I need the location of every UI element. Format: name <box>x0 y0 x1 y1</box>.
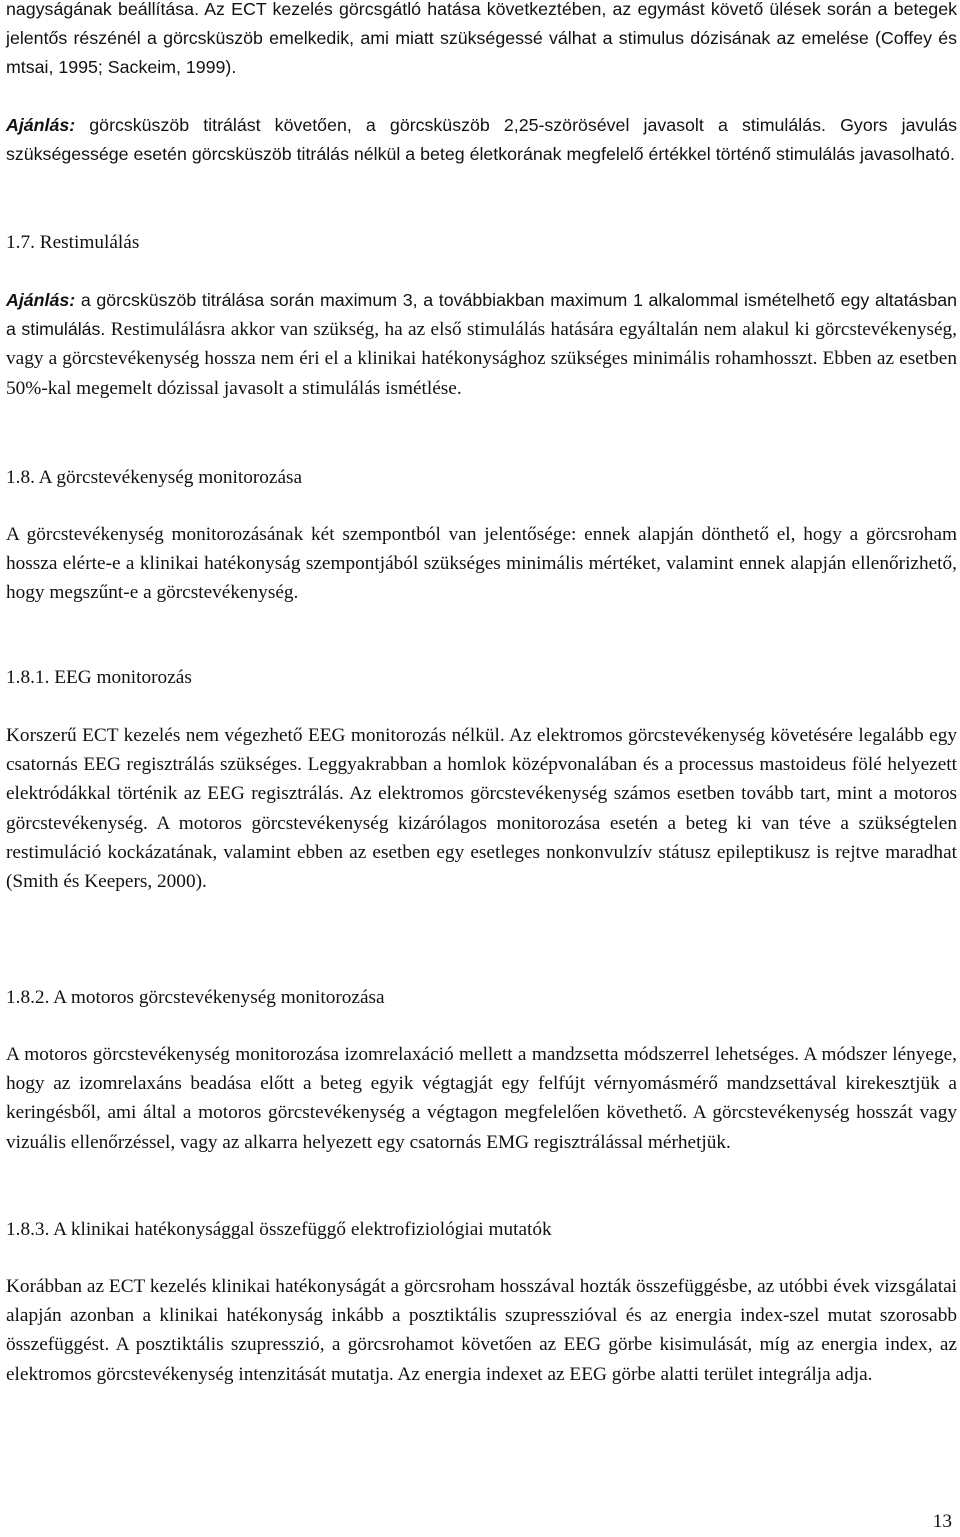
text-line: elektródákkal történik az EEG regisztrálás. Az elektromos görcstevékenység számos esetben <box>6 783 735 805</box>
text-line: ebben az esetben egy esetleges nonkonvulzív státusz epileptikusz is rejtve maradhat (Smith és <box>6 841 957 893</box>
text-line: Gyors javulás szükségessége esetén görcsküszöb titrálás nélkül a beteg életkorának megfelelő <box>6 115 957 165</box>
text-line: Korábban az ECT kezelés klinikai hatékonyságát a görcsroham hosszával hozták <box>6 1276 632 1297</box>
text-line: posztiktális szupresszióval és az energia index-szel mutat szorosabb összefüggést. A <box>6 1305 957 1356</box>
text-line: Leggyakrabban a homlok középvonalában és a processus mastoideus fölé helyezett <box>307 754 957 776</box>
text-line: dönthető el, hogy a görcsroham hossza elérte-e a klinikai hatékonyság szempontjából <box>6 524 957 575</box>
section-heading-1-8-1: 1.8.1. EEG monitorozás <box>6 667 192 688</box>
text-line: lehetséges. A módszer lényege, hogy az izomrelaxáns beadása előtt a beteg egyik végtagját <box>6 1044 958 1095</box>
text-line: esetben 50%-kal megemelt dózissal javasolt a stimulálás ismétlése. <box>6 348 957 399</box>
text-line: válhat a stimulus dózisának az emelése (Coffey és mtsai, 1995; Sackeim, 1999). <box>6 28 957 78</box>
text-line: monitorozása esetén a beteg ki van téve a szükségtelen restimuláció kockázatának, valamint <box>6 812 957 863</box>
page-number: 13 <box>932 1511 952 1532</box>
text-line: ülések során a betegek jelentős részénél a görcsküszöb emelkedik, ami miatt szükségessé <box>6 0 957 49</box>
text-line: egy felfújt vérnyomásmérő mandzsettával kirekesztjük a keringésből, ami által a motoros <box>6 1073 957 1124</box>
section-heading-1-7: 1.7. Restimulálás <box>6 232 140 253</box>
text-line: stimulálás hatására egyáltalán nem alakul ki görcstevékenység, vagy a görcstevékenység <box>6 319 957 370</box>
text-line: posztiktális szupresszió, a görcsrohamot követően az EEG görbe kisimulását, míg az energia <box>135 1334 878 1356</box>
text-line: vizuális ellenőrzéssel, vagy az alkarra helyezett egy csatornás EMG regisztrálással mérhetjük. <box>6 1131 731 1153</box>
text-line: ismételhető egy altatásban a stimulálás. <box>6 290 957 340</box>
text-line: szükséges minimális mértéket, valamint ennek alapján ellenőrizhető, hogy megszűnt-e a <box>6 553 958 604</box>
text-line: alatti terület integrálja adja. <box>660 1363 873 1385</box>
recommendation-label: Ajánlás: <box>6 115 76 135</box>
text-line: A motoros görcstevékenység monitorozása izomrelaxáció mellett a mandzsetta módszerrel <box>6 1044 710 1065</box>
text-line: görcstevékenység a végtagon megfelelően követhető. A görcstevékenység hosszát vagy <box>268 1102 958 1124</box>
section-heading-1-8: 1.8. A görcstevékenység monitorozása <box>6 467 303 488</box>
eeg-paragraph <box>6 721 957 896</box>
text-line: Keepers, 2000). <box>84 871 207 893</box>
text-line: Restimulálásra akkor van szükség, ha az első <box>105 319 462 341</box>
section-heading-1-8-2: 1.8.2. A motoros görcstevékenység monitorozása <box>6 987 385 1008</box>
text-line: összefüggésbe, az utóbbi évek vizsgálatai alapján azonban a klinikai hatékonyság inkább a <box>6 1276 958 1327</box>
text-line: nagyságának beállítása. Az ECT kezelés görcsgátló hatása következtében, az egymást követő <box>6 0 764 19</box>
motor-paragraph <box>6 1040 957 1157</box>
text-line: Korszerű ECT kezelés nem végezhető EEG monitorozás nélkül. Az elektromos <box>6 725 623 746</box>
text-line: értékkel történő stimulálás javasolható. <box>648 144 955 165</box>
text-line: tovább tart, mint a motoros görcstevékenység. A motoros görcstevékenység kizárólagos <box>6 783 958 834</box>
intro-paragraph <box>6 0 957 83</box>
restimulation-paragraph <box>6 286 957 403</box>
monitoring-paragraph <box>6 520 957 608</box>
text-line: index, az elektromos görcstevékenység intenzitását mutatja. Az energia indexet az EEG görbe <box>6 1334 957 1385</box>
section-heading-1-8-3: 1.8.3. A klinikai hatékonysággal összefüggő elektrofiziológiai mutatók <box>6 1219 552 1240</box>
recommendation-label: Ajánlás: <box>6 290 76 310</box>
text-line: hossza nem éri el a klinikai hatékonysághoz szükséges minimális rohamhosszt. Ebben az <box>204 348 895 370</box>
recommendation-paragraph <box>6 111 957 169</box>
indicators-paragraph <box>6 1272 957 1389</box>
text-line: görcsküszöb titrálást követően, a görcsküszöb 2,25-szörösével javasolt a stimulálás. <box>75 115 826 135</box>
text-line: görcstevékenység. <box>156 582 299 604</box>
text-line: görcstevékenység követésére legalább egy csatornás EEG regisztrálás szükséges. <box>6 725 957 776</box>
text-line: A görcstevékenység monitorozásának két szempontból van jelentősége: ennek alapján <box>6 524 694 545</box>
text-line: a görcsküszöb titrálása során maximum 3, a továbbiakban maximum 1 alkalommal <box>75 290 739 310</box>
